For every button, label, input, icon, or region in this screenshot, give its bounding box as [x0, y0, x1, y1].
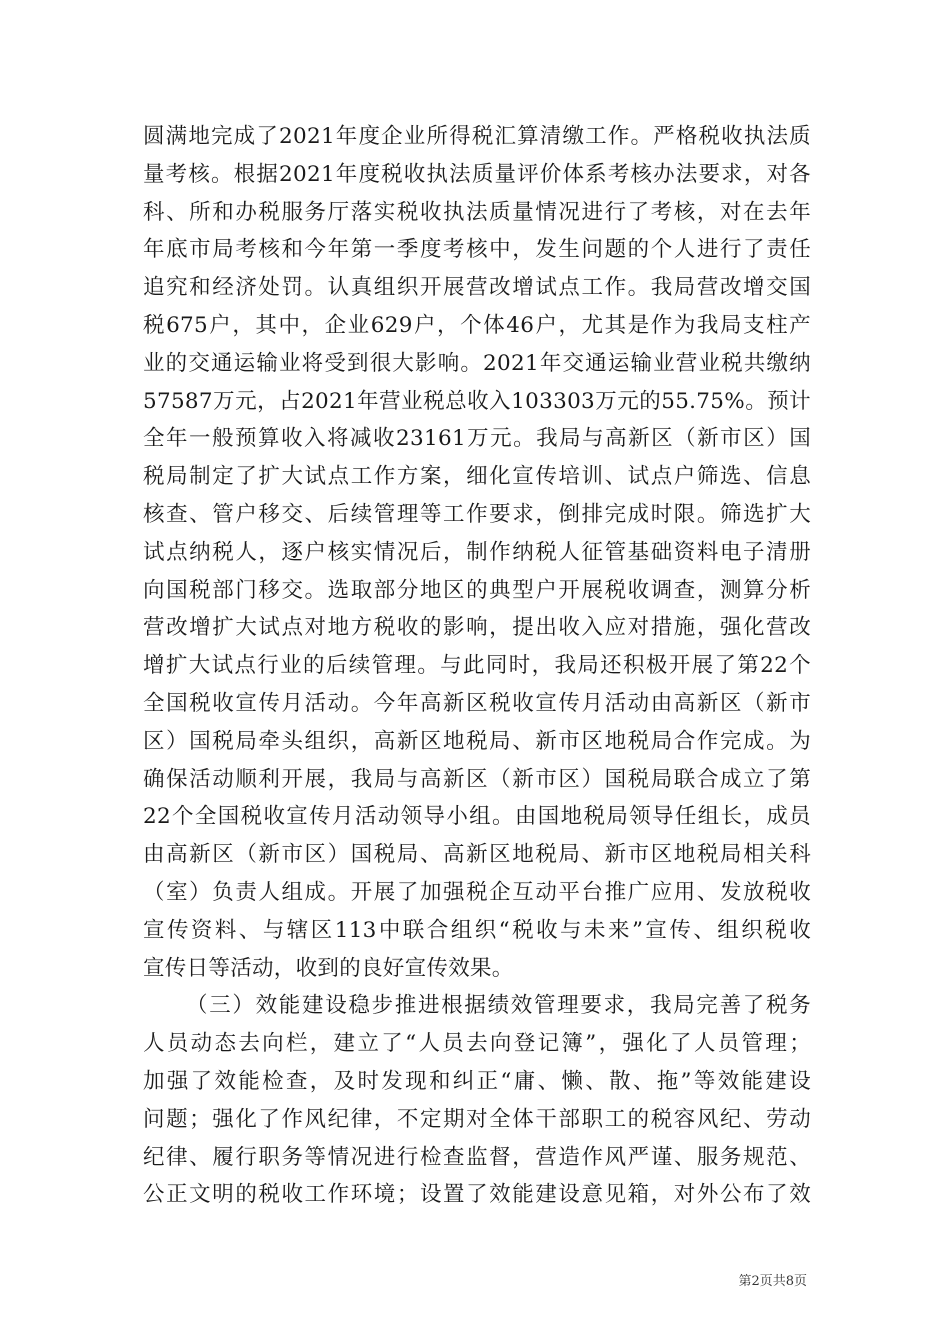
- text-line: 宣传资料、与辖区113中联合组织“税收与未来”宣传、组织税收: [143, 917, 811, 943]
- text-line: 科、所和办税服务厅落实税收执法质量情况进行了考核，对在去年: [143, 199, 811, 225]
- text-line: 加强了效能检查，及时发现和纠正“庸、懒、散、拖”等效能建设: [143, 1068, 811, 1094]
- text-line: 圆满地完成了2021年度企业所得税汇算清缴工作。严格税收执法质: [143, 124, 811, 149]
- text-line: 人员动态去向栏，建立了“人员去向登记簿”，强化了人员管理；: [143, 1031, 811, 1057]
- text-line: 税局制定了扩大试点工作方案，细化宣传培训、试点户筛选、信息: [143, 464, 811, 490]
- text-line-paragraph-start: （三）效能建设稳步推进根据绩效管理要求，我局完善了税务: [186, 993, 811, 1019]
- text-line: 由高新区（新市区）国税局、高新区地税局、新市区地税局相关科: [143, 842, 811, 868]
- page-number: 第2页共8页: [738, 1274, 807, 1289]
- text-line: 向国税部门移交。选取部分地区的典型户开展税收调查，测算分析: [143, 577, 811, 603]
- text-line: 区）国税局牵头组织，高新区地税局、新市区地税局合作完成。为: [143, 728, 811, 754]
- text-line: 公正文明的税收工作环境；设置了效能建设意见箱，对外公布了效: [143, 1182, 811, 1208]
- text-line: （室）负责人组成。开展了加强税企互动平台推广应用、发放税收: [143, 879, 811, 905]
- text-line: 问题；强化了作风纪律，不定期对全体干部职工的税容风纪、劳动: [143, 1106, 811, 1132]
- text-line: 纪律、履行职务等情况进行检查监督，营造作风严谨、服务规范、: [143, 1144, 811, 1170]
- text-line: 22个全国税收宣传月活动领导小组。由国地税局领导任组长，成员: [143, 804, 811, 830]
- text-line: 量考核。根据2021年度税收执法质量评价体系考核办法要求，对各: [143, 161, 811, 187]
- text-line: 全国税收宣传月活动。今年高新区税收宣传月活动由高新区（新市: [143, 690, 811, 716]
- text-line: 营改增扩大试点对地方税收的影响，提出收入应对措施，强化营改: [143, 615, 811, 641]
- text-line: 增扩大试点行业的后续管理。与此同时，我局还积极开展了第22个: [143, 653, 811, 679]
- text-line: 年底市局考核和今年第一季度考核中，发生问题的个人进行了责任: [143, 237, 811, 263]
- text-line: 试点纳税人，逐户核实情况后，制作纳税人征管基础资料电子清册: [143, 539, 811, 565]
- text-line: 57587万元，占2021年营业税总收入103303万元的55.75%。预计: [143, 388, 811, 414]
- text-line: 业的交通运输业将受到很大影响。2021年交通运输业营业税共缴纳: [143, 350, 811, 376]
- text-line: 全年一般预算收入将减收23161万元。我局与高新区（新市区）国: [143, 426, 811, 452]
- text-line-paragraph-end: 宣传日等活动，收到的良好宣传效果。: [143, 955, 514, 981]
- text-line: 追究和经济处罚。认真组织开展营改增试点工作。我局营改增交国: [143, 275, 811, 301]
- text-line: 核查、管户移交、后续管理等工作要求，倒排完成时限。筛选扩大: [143, 501, 811, 527]
- body-text: [143, 118, 811, 1214]
- text-line: 税675户，其中，企业629户，个体46户，尤其是作为我局支柱产: [143, 312, 811, 338]
- text-line: 确保活动顺利开展，我局与高新区（新市区）国税局联合成立了第: [143, 766, 811, 792]
